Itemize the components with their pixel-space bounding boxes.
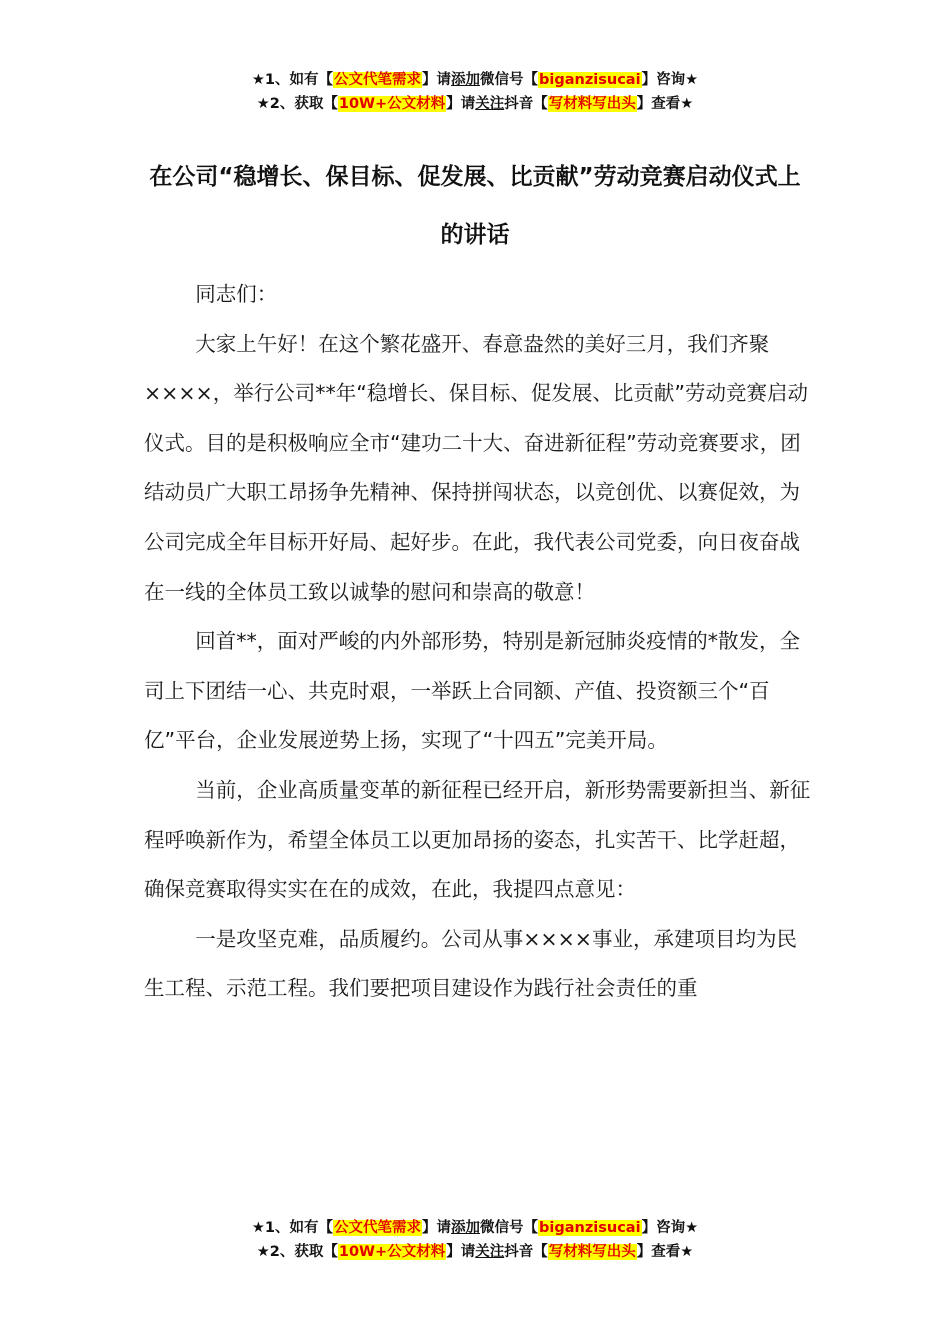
document-title: 在公司“稳增长、保目标、促发展、比贡献”劳动竞赛启动仪式上的讲话	[149, 164, 801, 248]
banner-line-2	[0, 1240, 950, 1264]
banner-wechat-id: biganzisucai	[539, 72, 641, 88]
banner-text: 】请	[446, 96, 476, 112]
banner-text: ★1、如有【	[251, 1220, 334, 1236]
banner-text: 】请	[422, 1220, 452, 1236]
banner-highlight: 10W+公文材料	[338, 96, 446, 112]
banner-underlined-text: 添加	[451, 1220, 481, 1236]
banner-text: 】请	[422, 72, 452, 88]
header-banner	[0, 68, 950, 116]
banner-text: 抖音【	[504, 96, 548, 112]
document-body	[144, 270, 816, 1014]
banner-line-1	[0, 1216, 950, 1240]
banner-text: ★2、获取【	[256, 1244, 338, 1260]
banner-highlight: 公文代笔需求	[334, 1220, 422, 1236]
body-paragraph: 一是攻坚克难，品质履约。公司从事××××事业，承建项目均为民生工程、示范工程。我们要把项目建设作为践行社会责任的重	[144, 926, 797, 1001]
banner-douyin-id: 写材料写出头	[548, 1244, 636, 1260]
banner-douyin-id: 写材料写出头	[548, 96, 636, 112]
banner-text: 】咨询★	[641, 1220, 699, 1236]
banner-text: ★2、获取【	[256, 96, 338, 112]
banner-text: 】查看★	[636, 96, 694, 112]
banner-line-1	[0, 68, 950, 92]
banner-text: 微信号【	[480, 1220, 539, 1236]
banner-underlined-text: 关注	[475, 1244, 505, 1260]
body-paragraph: 回首**，面对严峻的内外部形势，特别是新冠肺炎疫情的*散发，全司上下团结一心、共克时艰，一举跃上合同额、产值、投资额三个“百亿”平台，企业发展逆势上扬，实现了“十四五”完美开局。	[144, 629, 800, 753]
banner-line-2	[0, 92, 950, 116]
body-paragraph: 当前，企业高质量变革的新征程已经开启，新形势需要新担当、新征程呼唤新作为，希望全体员工以更加昂扬的姿态，扎实苦干、比学赶超，确保竞赛取得实实在在的成效，在此，我提四点意见：	[144, 777, 811, 902]
banner-highlight: 公文代笔需求	[334, 72, 422, 88]
banner-underlined-text: 添加	[451, 72, 481, 88]
banner-text: 】咨询★	[641, 72, 699, 88]
body-paragraph: 大家上午好！在这个繁花盛开、春意盎然的美好三月，我们齐聚××××，举行公司**年“稳增长、保目标、促发展、比贡献”劳动竞赛启动仪式。目的是积极响应全市“建功二十大、奋进新征程”劳动竞赛要求，团结动员广大职工昂扬争先精神、保持拼闯状态，以竞创优、以赛促效，为公司完成全年目标开好局、起好步。在此，我代表公司党委，向日夜奋战在一线的全体员工致以诚挚的慰问和崇高的敬意！	[144, 331, 808, 604]
banner-highlight: 10W+公文材料	[338, 1244, 446, 1260]
salutation: 同志们：	[195, 282, 278, 306]
banner-text: 抖音【	[504, 1244, 548, 1260]
footer-banner	[0, 1216, 950, 1264]
banner-text: ★1、如有【	[251, 72, 334, 88]
banner-underlined-text: 关注	[475, 96, 505, 112]
banner-text: 】查看★	[636, 1244, 694, 1260]
banner-text: 】请	[446, 1244, 476, 1260]
banner-text: 微信号【	[480, 72, 539, 88]
banner-wechat-id: biganzisucai	[539, 1220, 641, 1236]
